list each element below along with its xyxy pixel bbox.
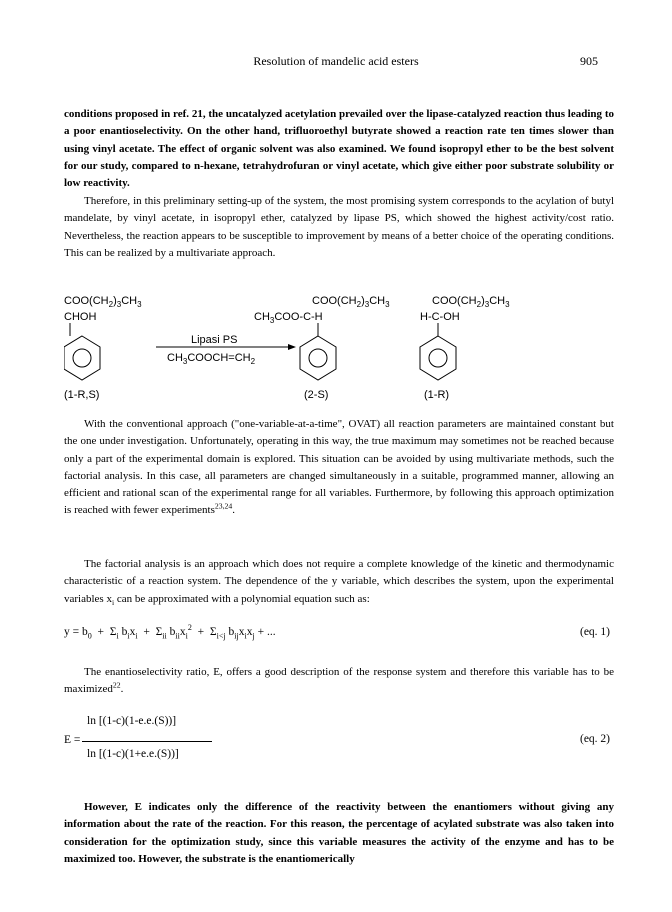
product-s-acyl-text: CH [254, 311, 270, 323]
fraction-bar [82, 741, 212, 742]
svg-text:COO(CH2)3CH3: $COO(CH_2)_3CH_3$ [432, 295, 510, 309]
paragraph-2: Therefore, in this preliminary setting-up of the system, the most promising system corresponds to the acylation of butyl mandelate, by vinyl acetate, in isopropyl ether, catalyzed by lipase PS, which showed the highest activity/cost ratio. Nevertheless, the reaction appears to be susceptible to improvement by means of a better choice of the operating conditions. This can be realized by a multivariate approach. [64, 195, 614, 259]
equation-1-label: (eq. 1) [579, 626, 610, 638]
paragraph-6: However, E indicates only the difference of the reactivity between the enantiomers without giving any information about the rate of the reaction. For this reason, the percentage of acylated substrate was also taken into consideration for the optimization study, since this variable measures the activity of the enzyme and has to be maximized too. However, the substrate is the enantiomerically [64, 801, 614, 865]
equation-1-expression: $y = b_0 + \Sigma_i$ $b_ix_i + \Sigma_{ii}$ $b_{ii}x_i^2 + \Sigma_{i<j}$ $b_{ij}x_ix_j$ + ... [64, 623, 276, 641]
svg-text:COO(CH2)3CH3: $COO(CH_2)_3CH_3$ [312, 295, 390, 309]
reaction-arrow [156, 334, 296, 366]
equation-2-lhs: E = [64, 734, 81, 746]
product-r-group-text: H-C-OH [420, 311, 460, 323]
product-s-structure [254, 295, 390, 401]
running-title: Resolution of mandelic acid esters [253, 54, 419, 68]
reactant-ester-text: COO(CH [64, 295, 109, 307]
page-header [0, 54, 672, 72]
svg-text:COO(CH2)3CH3: $COO(CH_2)_3CH_3$ [64, 295, 142, 309]
svg-text:CH3COO-C-H: $CH_3COO-C-H$ [254, 311, 323, 325]
product-r-label: (1-R) [424, 389, 450, 401]
reaction-scheme [64, 292, 614, 404]
paragraph-4: The factorial analysis is an approach which does not require a complete knowledge of the kinetic and thermodynamic characteristic of a reaction system. The dependence of the y variable, which describes the system, upon the experimental variables $x_i$ can be approximated with a polynomial equation such as: [64, 558, 614, 607]
reactant-alcohol-text: CHOH [64, 311, 97, 323]
paragraph-3: With the conventional approach ("one-variable-at-a-time", OVAT) all reaction parameters are maintained constant but the one under investigation. Unfortunately, operating in this way, the true maximum may sometimes not be reached because only a part of the experimental domain is explored. This situation can be avoided by using multivariate methods, such the factorial analysis. In this case, all parameters are changed simultaneously in a suitable, programmed manner, allowing an efficient and rational scan of the experimental range for all variables. Furthermore, by following this approach optimization is reached with fewer experiments$^{23,24}$. [64, 418, 614, 517]
equation-2-denominator: ln [(1-c)(1+e.e.(S))] [87, 748, 179, 760]
product-s-label: (2-S) [304, 389, 329, 401]
reagent-label: CH [167, 352, 183, 364]
catalyst-label: Lipasi PS [191, 334, 238, 346]
page-number: 905 [580, 54, 598, 68]
paragraph-5: The enantioselectivity ratio, E, offers a good description of the response system and therefore this variable has to be maximized$^{22}$. [64, 666, 614, 696]
equation-2 [64, 713, 614, 773]
reactant-structure [64, 295, 142, 401]
reactant-label: (1-R,S) [64, 389, 100, 401]
equation-2-label: (eq. 2) [579, 733, 610, 745]
svg-text:CH3COOCH=CH2: $CH_3COOCH=CH_2$ [167, 352, 256, 366]
paragraph-1: conditions proposed in ref. 21, the uncatalyzed acetylation prevailed over the lipase-catalyzed reaction thus leading to a poor enantioselectivity. On the other hand, trifluoroethyl butyrate showed a reaction rate ten times slower than using vinyl acetate. The effect of organic solvent was also examined. We found isopropyl ether to be the best solvent for our study, compared to n-hexane, tetrahydrofuran or vinyl acetate, which give either poor substrate solubility or low reactivity. [64, 108, 614, 190]
equation-2-numerator: ln [(1-c)(1-e.e.(S))] [87, 715, 177, 727]
product-r-structure [420, 295, 510, 401]
